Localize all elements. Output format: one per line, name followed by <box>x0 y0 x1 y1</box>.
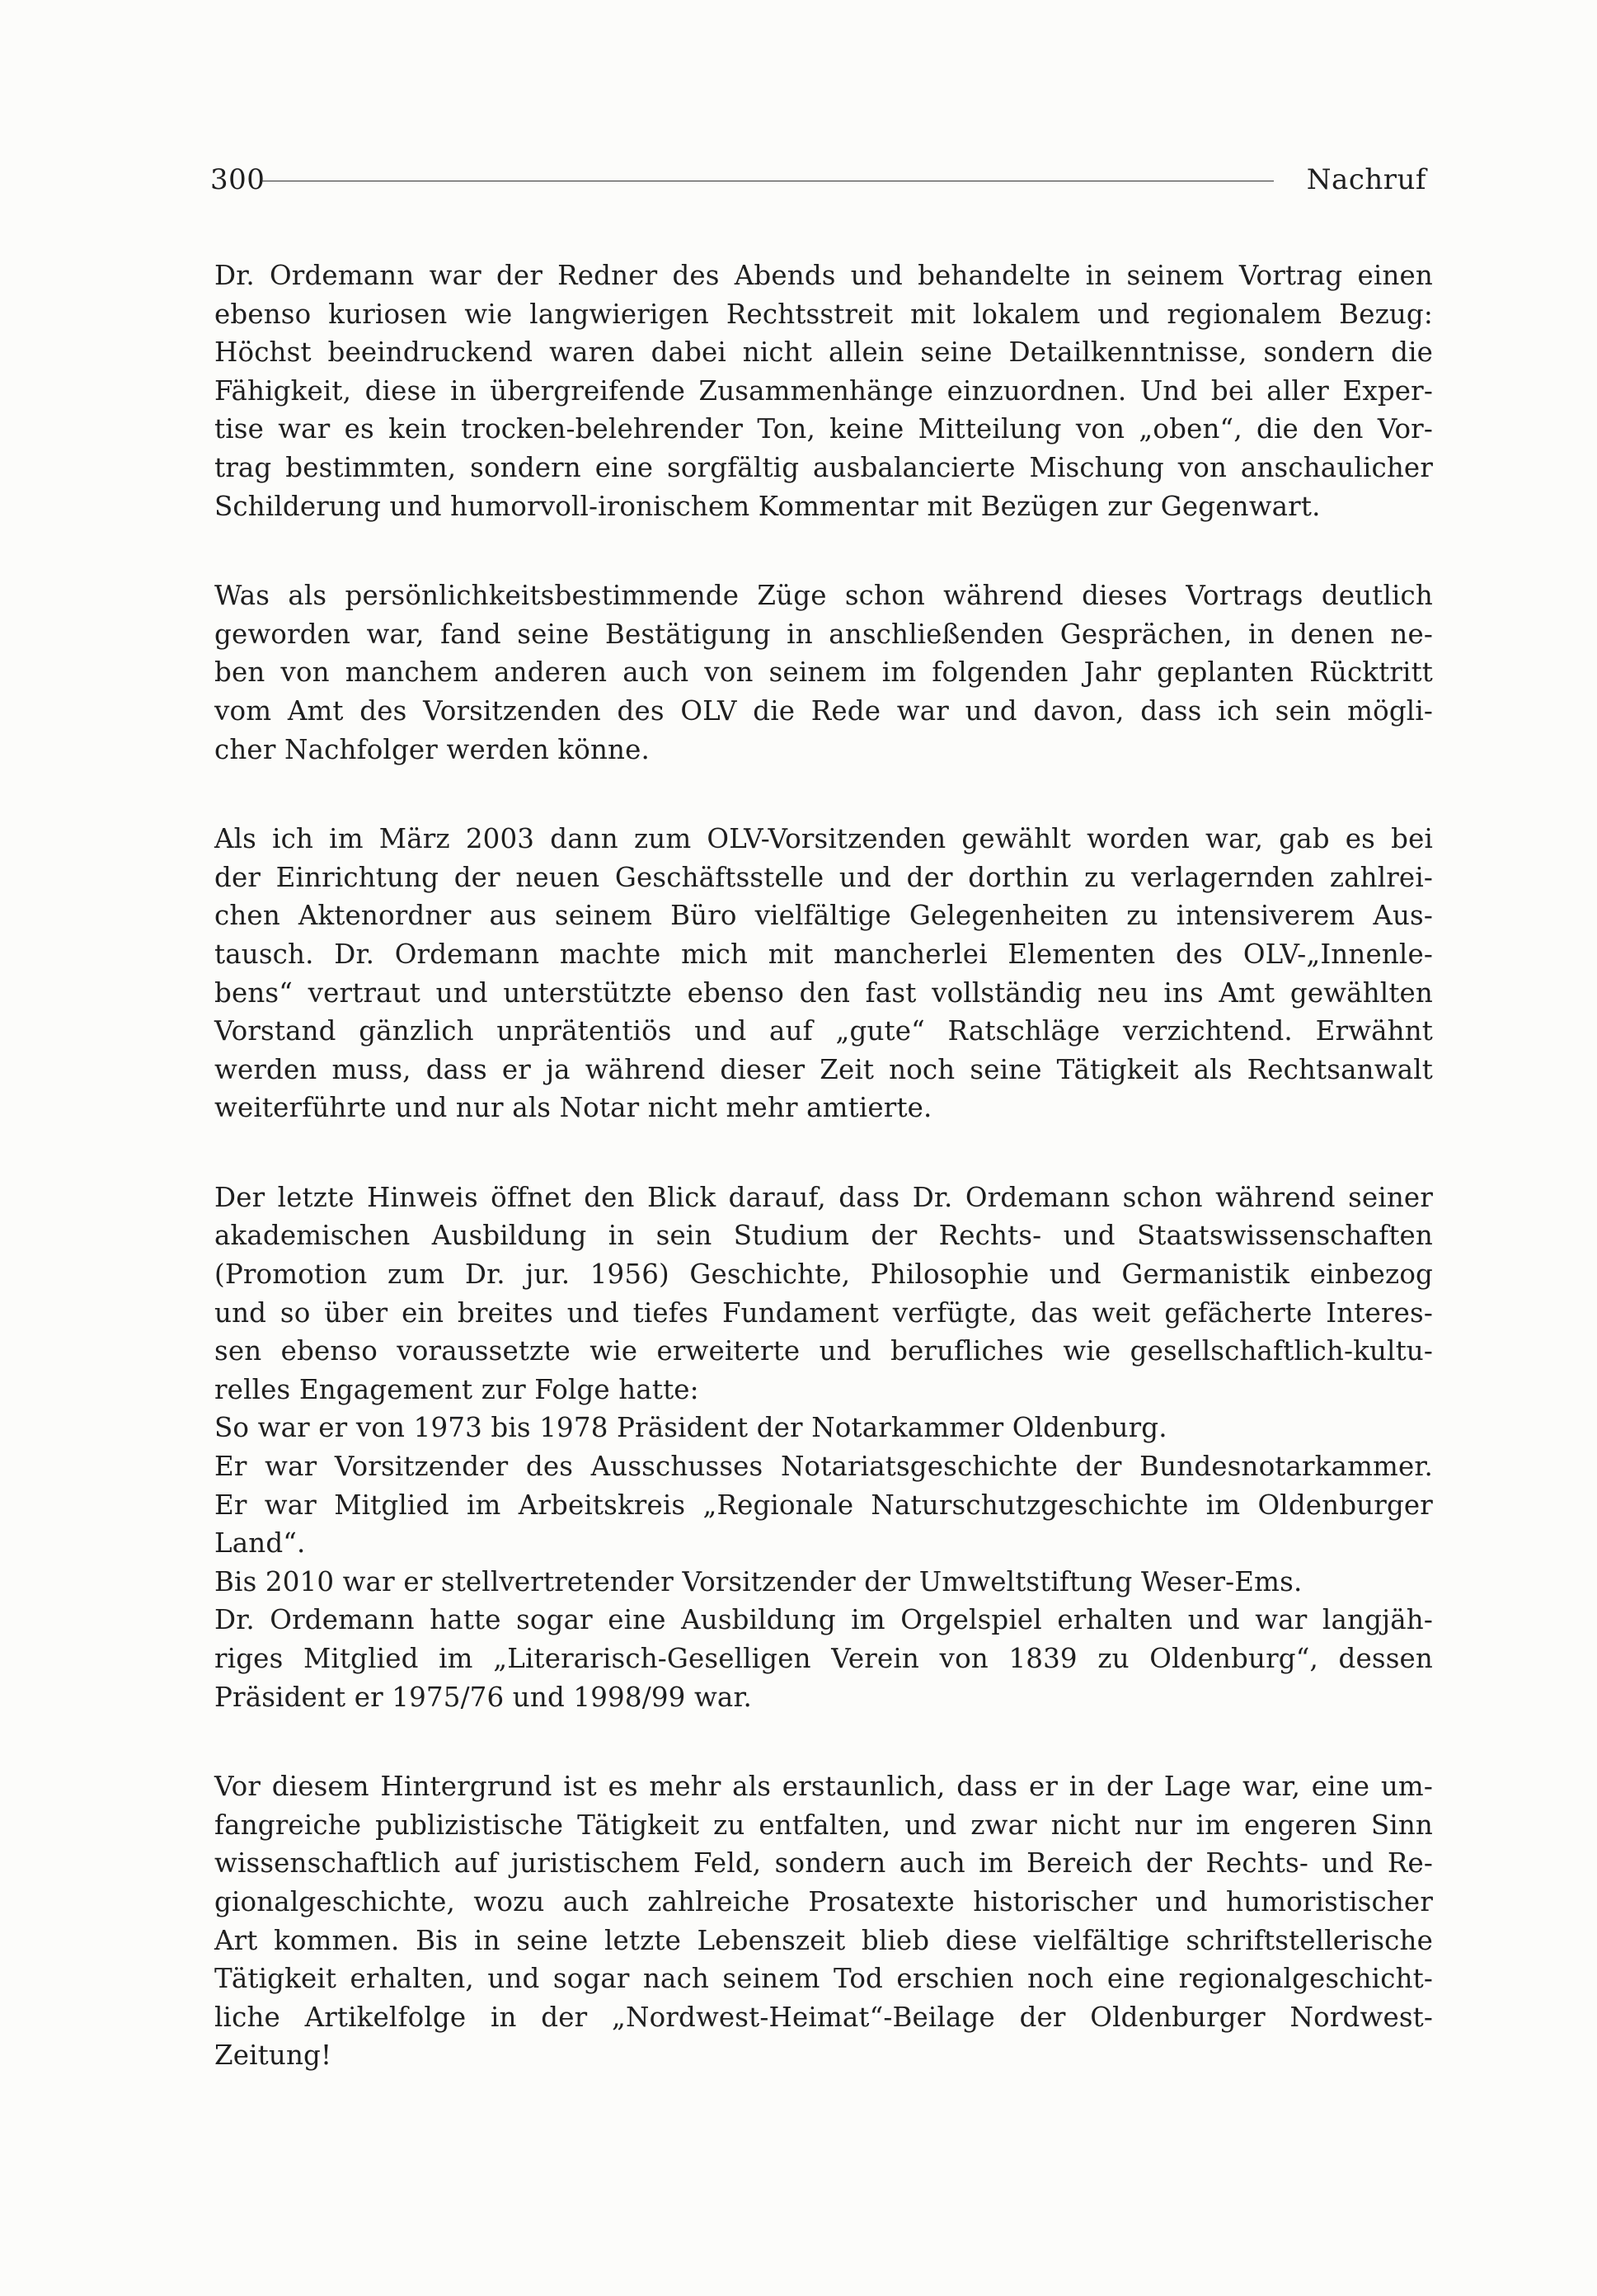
text-line: ben von manchem anderen auch von seinem im folgenden Jahr geplanten Rücktritt <box>214 656 1433 689</box>
text-line: Art kommen. Bis in seine letzte Lebenszeit blieb diese vielfältige schriftstellerische <box>214 1924 1433 1956</box>
text-line: cher Nachfolger werden könne. <box>214 733 650 765</box>
text-line: wissenschaftlich auf juristischem Feld, sondern auch im Bereich der Rechts- und Re- <box>214 1847 1433 1880</box>
text-line: und so über ein breites und tiefes Fundament verfügte, das weit gefächerte Interes- <box>214 1296 1433 1329</box>
text-line: liche Artikelfolge in der „Nordwest-Heimat“-Beilage der Oldenburger Nordwest- <box>214 2001 1433 2033</box>
text-line: tise war es kein trocken-belehrender Ton, keine Mitteilung von „oben“, die den Vor- <box>214 413 1433 445</box>
text-line: ebenso kuriosen wie langwierigen Rechtsstreit mit lokalem und regionalem Bezug: <box>214 298 1433 330</box>
text-line: weiterführte und nur als Notar nicht mehr amtierte. <box>214 1092 932 1124</box>
paragraph <box>214 576 1433 769</box>
page-number: 300 <box>210 163 265 196</box>
text-line: vom Amt des Vorsitzenden des OLV die Rede war und davon, dass ich sein mögli- <box>214 694 1433 727</box>
text-line: werden muss, dass er ja während dieser Zeit noch seine Tätigkeit als Rechtsanwalt <box>214 1053 1433 1085</box>
text-line: der Einrichtung der neuen Geschäftsstelle und der dorthin zu verlagernden zahlrei- <box>214 861 1433 893</box>
text-line: Dr. Ordemann war der Redner des Abends und behandelte in seinem Vortrag einen <box>214 260 1433 291</box>
text-line: Was als persönlichkeitsbestimmende Züge schon während dieses Vortrags deutlich <box>214 580 1433 612</box>
text-line: fangreiche publizistische Tätigkeit zu entfalten, und zwar nicht nur im engeren Sinn <box>214 1809 1433 1841</box>
text-line: relles Engagement zur Folge hatte: <box>214 1373 699 1405</box>
text-line: chen Aktenordner aus seinem Büro vielfältige Gelegenheiten zu intensiverem Aus- <box>214 900 1433 932</box>
text-line: Land“. <box>214 1527 306 1560</box>
text-line: Zeitung! <box>214 2040 332 2072</box>
text-line: Er war Mitglied im Arbeitskreis „Regionale Naturschutzgeschichte im Oldenburger <box>214 1489 1433 1521</box>
text-line: Vor diesem Hintergrund ist es mehr als erstaunlich, dass er in der Lage war, eine um- <box>214 1771 1433 1803</box>
body-text <box>214 256 1433 2075</box>
text-line: trag bestimmten, sondern eine sorgfältig ausbalancierte Mischung von anschaulicher <box>214 451 1433 483</box>
running-title: Nachruf <box>1306 163 1426 196</box>
text-line: (Promotion zum Dr. jur. 1956) Geschichte, Philosophie und Germanistik einbezog <box>214 1259 1433 1291</box>
paragraph <box>214 256 1433 525</box>
text-line: Bis 2010 war er stellvertretender Vorsitzender der Umweltstiftung Weser-Ems. <box>214 1565 1303 1597</box>
text-line: Er war Vorsitzender des Ausschusses Notariatsgeschichte der Bundesnotarkammer. <box>214 1451 1433 1483</box>
text-line: Tätigkeit erhalten, und sogar nach seinem Tod erschien noch eine regionalgeschicht- <box>214 1963 1433 1995</box>
text-line: akademischen Ausbildung in sein Studium der Rechts- und Staatswissenschaften <box>214 1220 1433 1252</box>
text-line: Vorstand gänzlich unprätentiös und auf „gute“ Ratschläge verzichtend. Erwähnt <box>214 1015 1433 1047</box>
text-line: Als ich im März 2003 dann zum OLV-Vorsitzenden gewählt worden war, gab es bei <box>214 823 1433 855</box>
text-line: tausch. Dr. Ordemann machte mich mit mancherlei Elementen des OLV-„Innenle- <box>214 938 1433 970</box>
text-line: Dr. Ordemann hatte sogar eine Ausbildung im Orgelspiel erhalten und war langjäh- <box>214 1604 1433 1636</box>
text-line: So war er von 1973 bis 1978 Präsident der Notarkammer Oldenburg. <box>214 1412 1167 1444</box>
paragraph <box>214 1767 1433 2075</box>
text-line: bens“ vertraut und unterstützte ebenso den fast vollständig neu ins Amt gewählten <box>214 976 1433 1009</box>
text-line: Der letzte Hinweis öffnet den Blick darauf, dass Dr. Ordemann schon während seiner <box>214 1181 1433 1213</box>
text-line: Höchst beeindruckend waren dabei nicht allein seine Detailkenntnisse, sondern die <box>214 336 1433 369</box>
text-line: Schilderung und humorvoll-ironischem Kommentar mit Bezügen zur Gegenwart. <box>214 490 1321 522</box>
text-line: riges Mitglied im „Literarisch-Geselligen Verein von 1839 zu Oldenburg“, dessen <box>214 1643 1433 1674</box>
text-line: sen ebenso voraussetzte wie erweiterte und berufliches wie gesellschaftlich-kultu- <box>214 1335 1433 1367</box>
text-line: Präsident er 1975/76 und 1998/99 war. <box>214 1681 753 1713</box>
paragraph <box>214 820 1433 1127</box>
page-header <box>210 155 1426 205</box>
text-line: geworden war, fand seine Bestätigung in anschließenden Gesprächen, in denen ne- <box>214 618 1433 650</box>
text-line: Fähigkeit, diese in übergreifende Zusammenhänge einzuordnen. Und bei aller Exper- <box>214 374 1433 407</box>
paragraph <box>214 1179 1433 1716</box>
text-line: gionalgeschichte, wozu auch zahlreiche Prosatexte historischer und humoristischer <box>214 1885 1433 1917</box>
